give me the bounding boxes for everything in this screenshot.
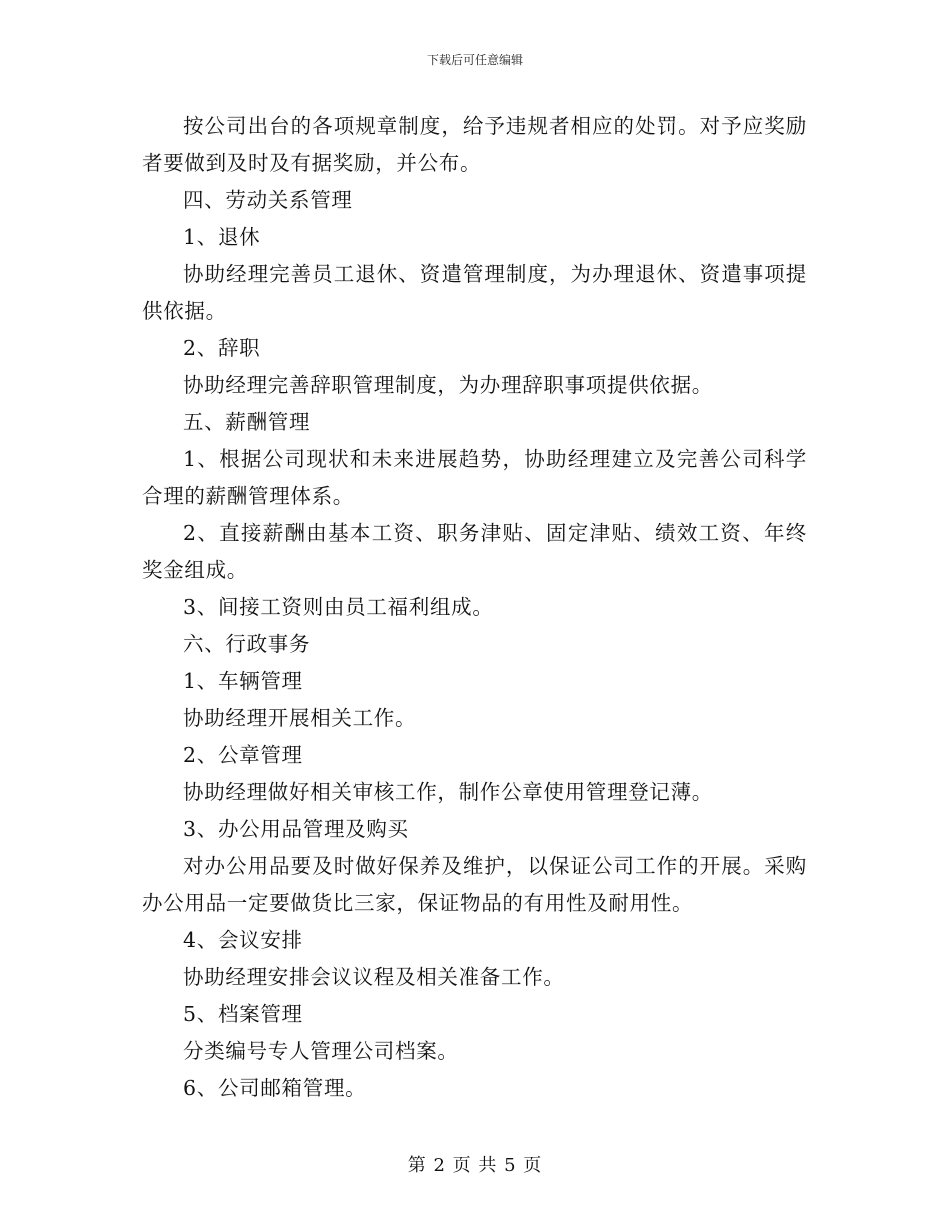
- section-heading: 六、行政事务: [183, 632, 311, 656]
- subsection-heading: 1、车辆管理: [183, 669, 303, 693]
- document-body: [142, 108, 807, 1107]
- subsection-heading: 2、辞职: [183, 336, 261, 360]
- paragraph: 1、根据公司现状和未来进展趋势，协助经理建立及完善公司科学合理的薪酬管理体系。: [142, 447, 807, 508]
- paragraph: 协助经理完善辞职管理制度，为办理辞职事项提供依据。: [183, 373, 713, 397]
- page-number: 第 2 页 共 5 页: [407, 1155, 543, 1176]
- paragraph: 协助经理开展相关工作。: [183, 706, 417, 730]
- section-heading: 五、薪酬管理: [183, 410, 311, 434]
- paragraph: 按公司出台的各项规章制度，给予违规者相应的处罚。对予应奖励者要做到及时及有据奖励，并公布。: [142, 114, 807, 175]
- paragraph: 分类编号专人管理公司档案。: [183, 1039, 459, 1063]
- paragraph: 协助经理做好相关审核工作，制作公章使用管理登记薄。: [183, 780, 713, 804]
- subsection-heading: 3、办公用品管理及购买: [183, 817, 409, 841]
- subsection-heading: 1、退休: [183, 225, 261, 249]
- paragraph: 协助经理完善员工退休、资遣管理制度，为办理退休、资遣事项提供依据。: [142, 262, 807, 323]
- subsection-heading: 4、会议安排: [183, 928, 303, 952]
- page-header: 下载后可任意编辑: [426, 53, 523, 67]
- subsection-heading: 6、公司邮箱管理。: [183, 1076, 367, 1100]
- paragraph: 2、直接薪酬由基本工资、职务津贴、固定津贴、绩效工资、年终奖金组成。: [142, 521, 807, 582]
- subsection-heading: 2、公章管理: [183, 743, 303, 767]
- paragraph: 3、间接工资则由员工福利组成。: [183, 595, 494, 619]
- section-heading: 四、劳动关系管理: [183, 188, 353, 212]
- paragraph: 协助经理安排会议议程及相关准备工作。: [183, 965, 565, 989]
- subsection-heading: 5、档案管理: [183, 1002, 303, 1026]
- paragraph: 对办公用品要及时做好保养及维护，以保证公司工作的开展。采购办公用品一定要做货比三家，保证物品的有用性及耐用性。: [142, 854, 807, 915]
